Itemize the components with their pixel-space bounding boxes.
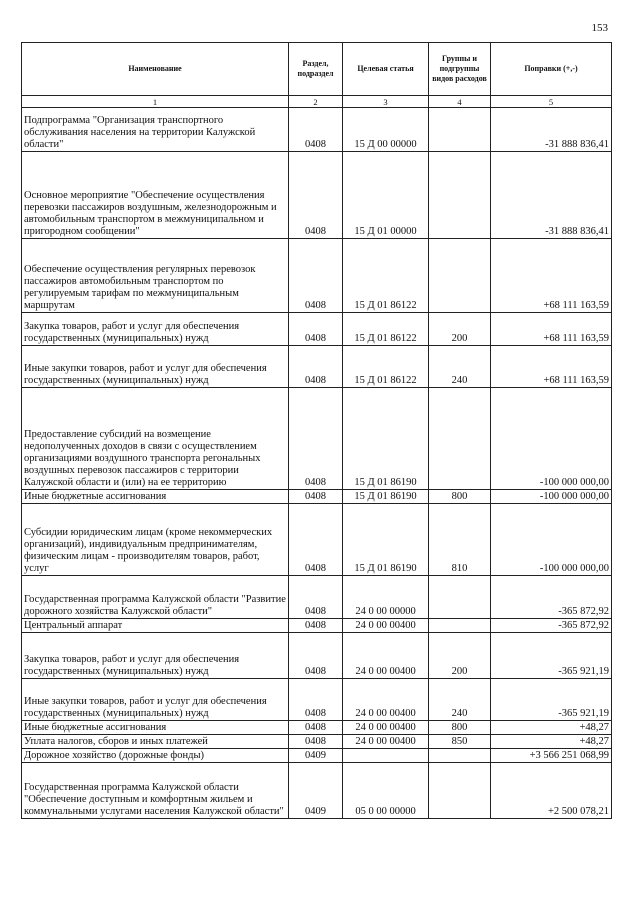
row-section: 0408 [289, 490, 343, 504]
row-section: 0408 [289, 346, 343, 388]
header-section: Раздел, подраздел [289, 43, 343, 96]
row-group: 850 [429, 735, 491, 749]
row-target: 24 0 00 00400 [343, 633, 429, 679]
budget-amendments-table [21, 42, 612, 819]
column-number: 3 [343, 96, 429, 108]
row-group [429, 749, 491, 763]
row-amount: +48,27 [491, 735, 612, 749]
row-target: 15 Д 01 86190 [343, 490, 429, 504]
row-group: 800 [429, 721, 491, 735]
row-group [429, 239, 491, 313]
row-amount: -100 000 000,00 [491, 388, 612, 490]
row-amount: +68 111 163,59 [491, 346, 612, 388]
row-amount: -365 872,92 [491, 576, 612, 619]
row-amount: +68 111 163,59 [491, 239, 612, 313]
row-section: 0408 [289, 239, 343, 313]
row-section: 0408 [289, 504, 343, 576]
row-name: Предоставление субсидий на возмещение недополученных доходов в связи с осуществлением организациями воздушного транспорта регональных воздушных перевозок пассажиров с территории Калужской области и (или) на ее территорию [22, 388, 289, 490]
row-group: 800 [429, 490, 491, 504]
row-group [429, 576, 491, 619]
row-amount: +3 566 251 068,99 [491, 749, 612, 763]
row-name: Закупка товаров, работ и услуг для обеспечения государственных (муниципальных) нужд [22, 633, 289, 679]
row-name: Закупка товаров, работ и услуг для обеспечения государственных (муниципальных) нужд [22, 313, 289, 346]
row-target: 24 0 00 00400 [343, 721, 429, 735]
row-amount: -365 921,19 [491, 679, 612, 721]
table-row [22, 490, 612, 504]
row-target: 15 Д 01 86190 [343, 504, 429, 576]
row-section: 0408 [289, 313, 343, 346]
row-name: Государственная программа Калужской области "Обеспечение доступным и комфортным жильем и коммунальными услугами населения Калужской области" [22, 763, 289, 819]
table-row [22, 679, 612, 721]
row-target: 15 Д 01 00000 [343, 152, 429, 239]
row-section: 0408 [289, 576, 343, 619]
row-amount: +68 111 163,59 [491, 313, 612, 346]
table-row [22, 576, 612, 619]
row-name: Центральный аппарат [22, 619, 289, 633]
row-name: Дорожное хозяйство (дорожные фонды) [22, 749, 289, 763]
row-target: 15 Д 00 00000 [343, 108, 429, 152]
table-row [22, 619, 612, 633]
header-groups: Группы и подгруппы видов расходов [429, 43, 491, 96]
table-row [22, 346, 612, 388]
row-amount: -31 888 836,41 [491, 108, 612, 152]
column-number: 2 [289, 96, 343, 108]
header-row [22, 43, 612, 96]
table-row [22, 313, 612, 346]
row-name: Иные бюджетные ассигнования [22, 490, 289, 504]
page-number: 153 [591, 22, 608, 34]
row-group: 810 [429, 504, 491, 576]
row-group [429, 619, 491, 633]
header-target: Целевая статья [343, 43, 429, 96]
table-row [22, 108, 612, 152]
row-target: 24 0 00 00400 [343, 679, 429, 721]
row-amount: -365 872,92 [491, 619, 612, 633]
row-name: Субсидии юридическим лицам (кроме некоммерческих организаций), индивидуальным предпринимателям, физическим лицам - производителям товаров, работ, услуг [22, 504, 289, 576]
table-row [22, 721, 612, 735]
row-name: Обеспечение осуществления регулярных перевозок пассажиров автомобильным транспортом по регулируемым тарифам по межмуниципальным маршрутам [22, 239, 289, 313]
table-row [22, 504, 612, 576]
table-row [22, 735, 612, 749]
row-group: 200 [429, 313, 491, 346]
row-section: 0409 [289, 763, 343, 819]
column-number: 5 [491, 96, 612, 108]
row-group [429, 152, 491, 239]
row-target: 24 0 00 00400 [343, 619, 429, 633]
row-target: 15 Д 01 86122 [343, 346, 429, 388]
table-row [22, 749, 612, 763]
row-name: Основное мероприятие "Обеспечение осуществления перевозки пассажиров воздушным, железнодорожным и автомобильным транспортом в межмуниципальном и пригородном сообщении" [22, 152, 289, 239]
row-amount: -365 921,19 [491, 633, 612, 679]
row-target: 15 Д 01 86190 [343, 388, 429, 490]
table-row [22, 239, 612, 313]
row-name: Уплата налогов, сборов и иных платежей [22, 735, 289, 749]
row-name: Подпрограмма "Организация транспортного обслуживания населения на территории Калужской области" [22, 108, 289, 152]
row-group [429, 108, 491, 152]
table-row [22, 388, 612, 490]
row-group [429, 388, 491, 490]
row-amount: -100 000 000,00 [491, 504, 612, 576]
row-target [343, 749, 429, 763]
row-group: 240 [429, 346, 491, 388]
row-group: 200 [429, 633, 491, 679]
column-number: 4 [429, 96, 491, 108]
row-amount: +2 500 078,21 [491, 763, 612, 819]
table-row [22, 152, 612, 239]
row-amount: -100 000 000,00 [491, 490, 612, 504]
row-target: 24 0 00 00400 [343, 735, 429, 749]
row-section: 0408 [289, 108, 343, 152]
row-section: 0408 [289, 619, 343, 633]
row-target: 15 Д 01 86122 [343, 239, 429, 313]
row-section: 0408 [289, 388, 343, 490]
column-number: 1 [22, 96, 289, 108]
row-section: 0408 [289, 735, 343, 749]
row-name: Иные бюджетные ассигнования [22, 721, 289, 735]
row-group [429, 763, 491, 819]
header-amendments: Поправки (+,-) [491, 43, 612, 96]
row-section: 0409 [289, 749, 343, 763]
row-name: Иные закупки товаров, работ и услуг для обеспечения государственных (муниципальных) нужд [22, 346, 289, 388]
row-section: 0408 [289, 633, 343, 679]
row-amount: +48,27 [491, 721, 612, 735]
row-target: 24 0 00 00000 [343, 576, 429, 619]
table-row [22, 633, 612, 679]
row-name: Государственная программа Калужской области "Развитие дорожного хозяйства Калужской области" [22, 576, 289, 619]
row-target: 15 Д 01 86122 [343, 313, 429, 346]
header-name: Наименование [22, 43, 289, 96]
column-number-row [22, 96, 612, 108]
row-section: 0408 [289, 152, 343, 239]
table-row [22, 763, 612, 819]
row-amount: -31 888 836,41 [491, 152, 612, 239]
row-section: 0408 [289, 679, 343, 721]
row-section: 0408 [289, 721, 343, 735]
row-group: 240 [429, 679, 491, 721]
row-target: 05 0 00 00000 [343, 763, 429, 819]
row-name: Иные закупки товаров, работ и услуг для обеспечения государственных (муниципальных) нужд [22, 679, 289, 721]
